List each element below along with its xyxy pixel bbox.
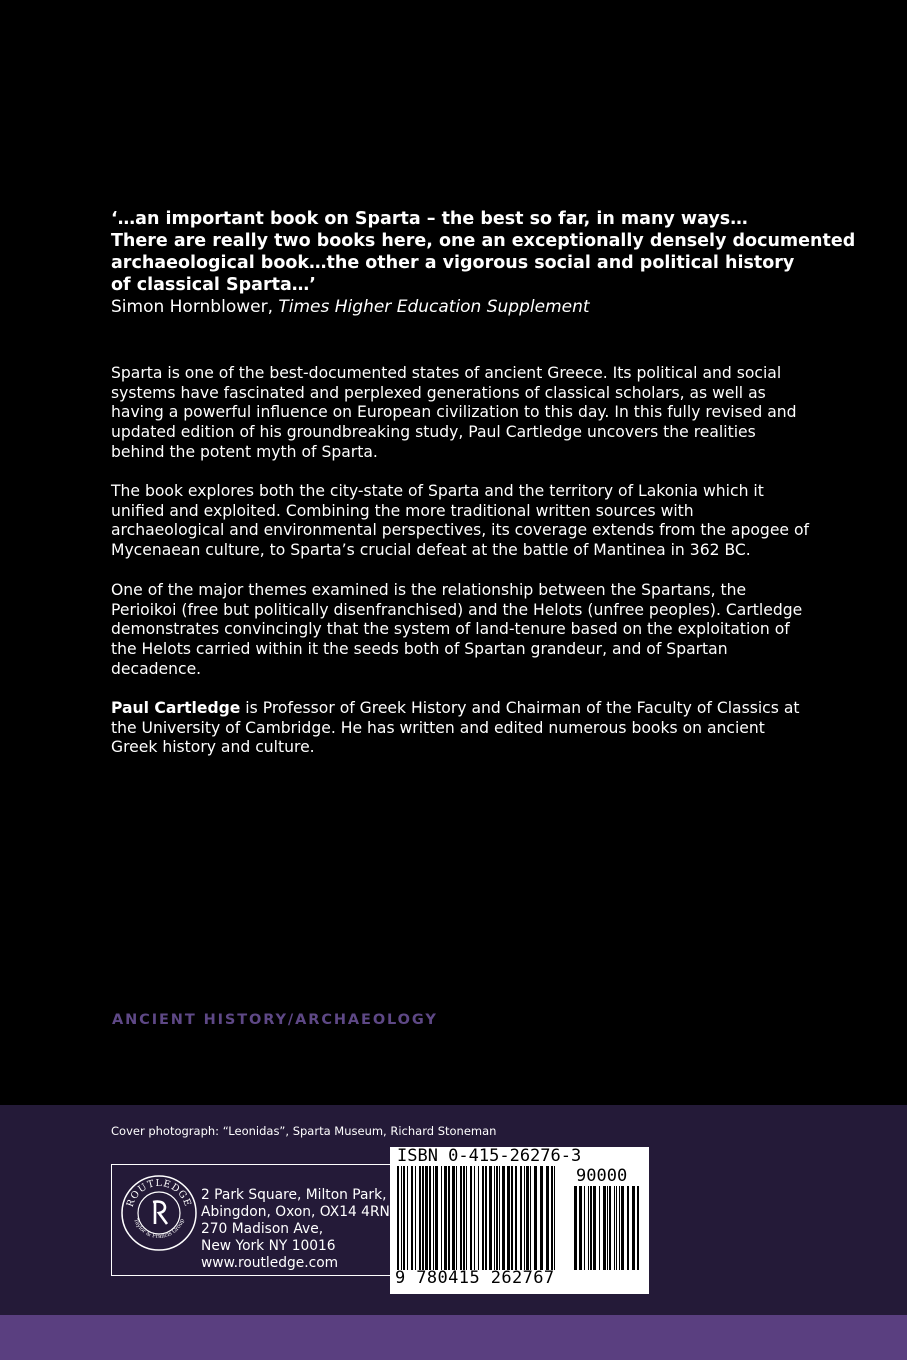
author-bio: [111, 699, 811, 758]
barcode-bar: [588, 1186, 589, 1270]
barcode-bar: [621, 1186, 624, 1270]
blurb-line: behind the potent myth of Sparta.: [111, 442, 378, 461]
barcode-bar: [411, 1166, 413, 1270]
blurb-paragraph-2: [111, 482, 811, 561]
blurb-line: The book explores both the city-state of Sparta and the territory of Lakonia which it: [111, 482, 764, 500]
barcode-bar: [422, 1166, 424, 1270]
barcode-bar: [584, 1186, 585, 1270]
price-barcode: [574, 1186, 644, 1270]
barcode-bar: [554, 1166, 555, 1270]
barcode-bar: [599, 1186, 600, 1270]
barcode-bar: [515, 1166, 517, 1270]
barcode-bar: [520, 1166, 522, 1270]
barcode-bar: [507, 1166, 510, 1270]
ean-digits: 9 780415 262767: [395, 1268, 555, 1288]
blurb-line: Greek history and culture.: [111, 738, 315, 757]
blurb-line: Perioikoi (free but politically disenfranchised) and the Helots (unfree peoples).: [111, 600, 721, 619]
blurb-line: updated edition of his groundbreaking study, Paul Cartledge uncovers the realities: [111, 423, 756, 442]
author-name: Paul Cartledge: [111, 699, 241, 717]
publisher-url: www.routledge.com: [201, 1255, 339, 1271]
barcode-bar: [540, 1166, 543, 1270]
blurb-paragraph-1: [111, 364, 811, 463]
blurb-line: Sparta is one of the best-documented states of ancient Greece. Its political and social: [111, 364, 782, 382]
barcode-bar: [474, 1166, 475, 1270]
barcode-bar: [603, 1186, 606, 1270]
ean-barcode: [397, 1166, 567, 1270]
barcode-bar: [452, 1166, 455, 1270]
barcode-bar: [637, 1186, 639, 1270]
barcode-bar: [614, 1186, 615, 1270]
blurb-line: having a powerful influence on European civilization to this day. In this fully revised and: [111, 403, 797, 422]
publisher-address: [201, 1187, 390, 1272]
barcode-bar: [526, 1166, 529, 1270]
barcode-bar: [407, 1166, 408, 1270]
barcode-bar: [489, 1166, 492, 1270]
barcode-bar: [460, 1166, 462, 1270]
barcode-bar: [463, 1166, 465, 1270]
address-line: 2 Park Square, Milton Park,: [201, 1187, 387, 1203]
barcode-bar: [441, 1166, 442, 1270]
quote-attribution: [111, 296, 811, 318]
barcode-bar: [470, 1166, 472, 1270]
quote-author: Simon Hornblower,: [111, 297, 279, 317]
barcode-bar: [511, 1166, 513, 1270]
barcode-bar: [419, 1166, 421, 1270]
barcode-bar: [607, 1186, 608, 1270]
quote-line: archaeological book…the other a vigorous social and political history: [111, 253, 795, 273]
blurb-line: of Mycenaean culture, to Sparta’s crucial defeat at the battle of Mantinea in 362 BC.: [111, 521, 810, 560]
barcode-bar: [444, 1166, 447, 1270]
quote-source: Times Higher Education Supplement: [278, 297, 590, 317]
barcode-bar: [627, 1186, 629, 1270]
barcode-bar: [502, 1166, 505, 1270]
barcode-bar: [425, 1166, 428, 1270]
blurb-line: [111, 699, 800, 717]
barcode-bar: [415, 1166, 416, 1270]
barcode-bar: [579, 1186, 582, 1270]
barcode-bar: [590, 1186, 592, 1270]
barcode-bar: [456, 1166, 457, 1270]
blurb-line: systems have fascinated and perplexed generations of classical scholars, as well as: [111, 383, 766, 402]
blurb-line: exploitation of the Helots carried within it the seeds both of Spartan grandeur,: [111, 620, 790, 659]
barcode-bar: [485, 1166, 487, 1270]
bottom-stripe: [0, 1315, 907, 1360]
barcode-bar: [466, 1166, 467, 1270]
price-code: 90000: [576, 1166, 628, 1186]
barcode-bar: [499, 1166, 500, 1270]
blurb-paragraph-3: [111, 581, 811, 680]
review-quote: [111, 208, 856, 318]
barcode-bar: [494, 1166, 495, 1270]
svg-text:ROUTLEDGE: [125, 1178, 194, 1209]
barcode-bar: [403, 1166, 405, 1270]
blurb-line: Cartledge demonstrates convincingly that the system of land-tenure based on the: [111, 600, 803, 639]
barcode-bar: [429, 1166, 431, 1270]
barcode-bar: [401, 1166, 402, 1270]
barcode-bar: [632, 1186, 635, 1270]
blurb-line: archaeological and environmental perspectives, its coverage extends from the apogee: [111, 521, 790, 540]
barcode-bar: [433, 1166, 434, 1270]
isbn-label: ISBN 0-415-26276-3: [397, 1146, 582, 1166]
barcode-bar: [534, 1166, 537, 1270]
category-label: ANCIENT HISTORY/ARCHAEOLOGY: [112, 1012, 438, 1028]
barcode-bar: [448, 1166, 450, 1270]
cover-credit: Cover photograph: “Leonidas”, Sparta Museum, Richard Stoneman: [111, 1124, 497, 1138]
address-line: New York NY 10016: [201, 1238, 336, 1254]
blurb-line: and of Spartan decadence.: [111, 640, 728, 678]
barcode-bar: [593, 1186, 596, 1270]
blurb-line: One of the major themes examined is the relationship between the Spartans, the: [111, 581, 747, 599]
barcode-bar: [616, 1186, 617, 1270]
barcode-bar: [530, 1166, 531, 1270]
routledge-logo-icon: [120, 1174, 198, 1252]
barcode-bar: [551, 1166, 553, 1270]
barcode-bar: [435, 1166, 438, 1270]
barcode-bar: [619, 1186, 620, 1270]
barcode-bar: [524, 1166, 525, 1270]
blurb-line: unified and exploited. Combining the more traditional written sources with: [111, 501, 694, 520]
barcode-bar: [546, 1166, 549, 1270]
quote-line: ‘…an important book on Sparta – the best so far, in many ways…: [111, 209, 748, 229]
bio-text: is Professor of Greek History and Chairman of the Faculty of Classics at: [240, 699, 800, 717]
barcode-bar: [482, 1166, 484, 1270]
quote-line: of classical Sparta…’: [111, 275, 316, 295]
barcode-bar: [397, 1166, 399, 1270]
barcode-bar: [574, 1186, 577, 1270]
quote-line: There are really two books here, one an exceptionally densely documented: [111, 231, 856, 251]
barcode-bar: [478, 1166, 479, 1270]
logo-text: ROUTLEDGE: [124, 1177, 194, 1209]
barcode-bar: [496, 1166, 498, 1270]
address-line: 270 Madison Ave,: [201, 1221, 324, 1237]
address-line: Abingdon, Oxon, OX14 4RN: [201, 1204, 390, 1220]
logo-subtext: Taylor & Francis Group: [132, 1218, 186, 1240]
barcode-bar: [609, 1186, 611, 1270]
blurb-line: the University of Cambridge. He has written and edited numerous books on ancient: [111, 718, 765, 737]
